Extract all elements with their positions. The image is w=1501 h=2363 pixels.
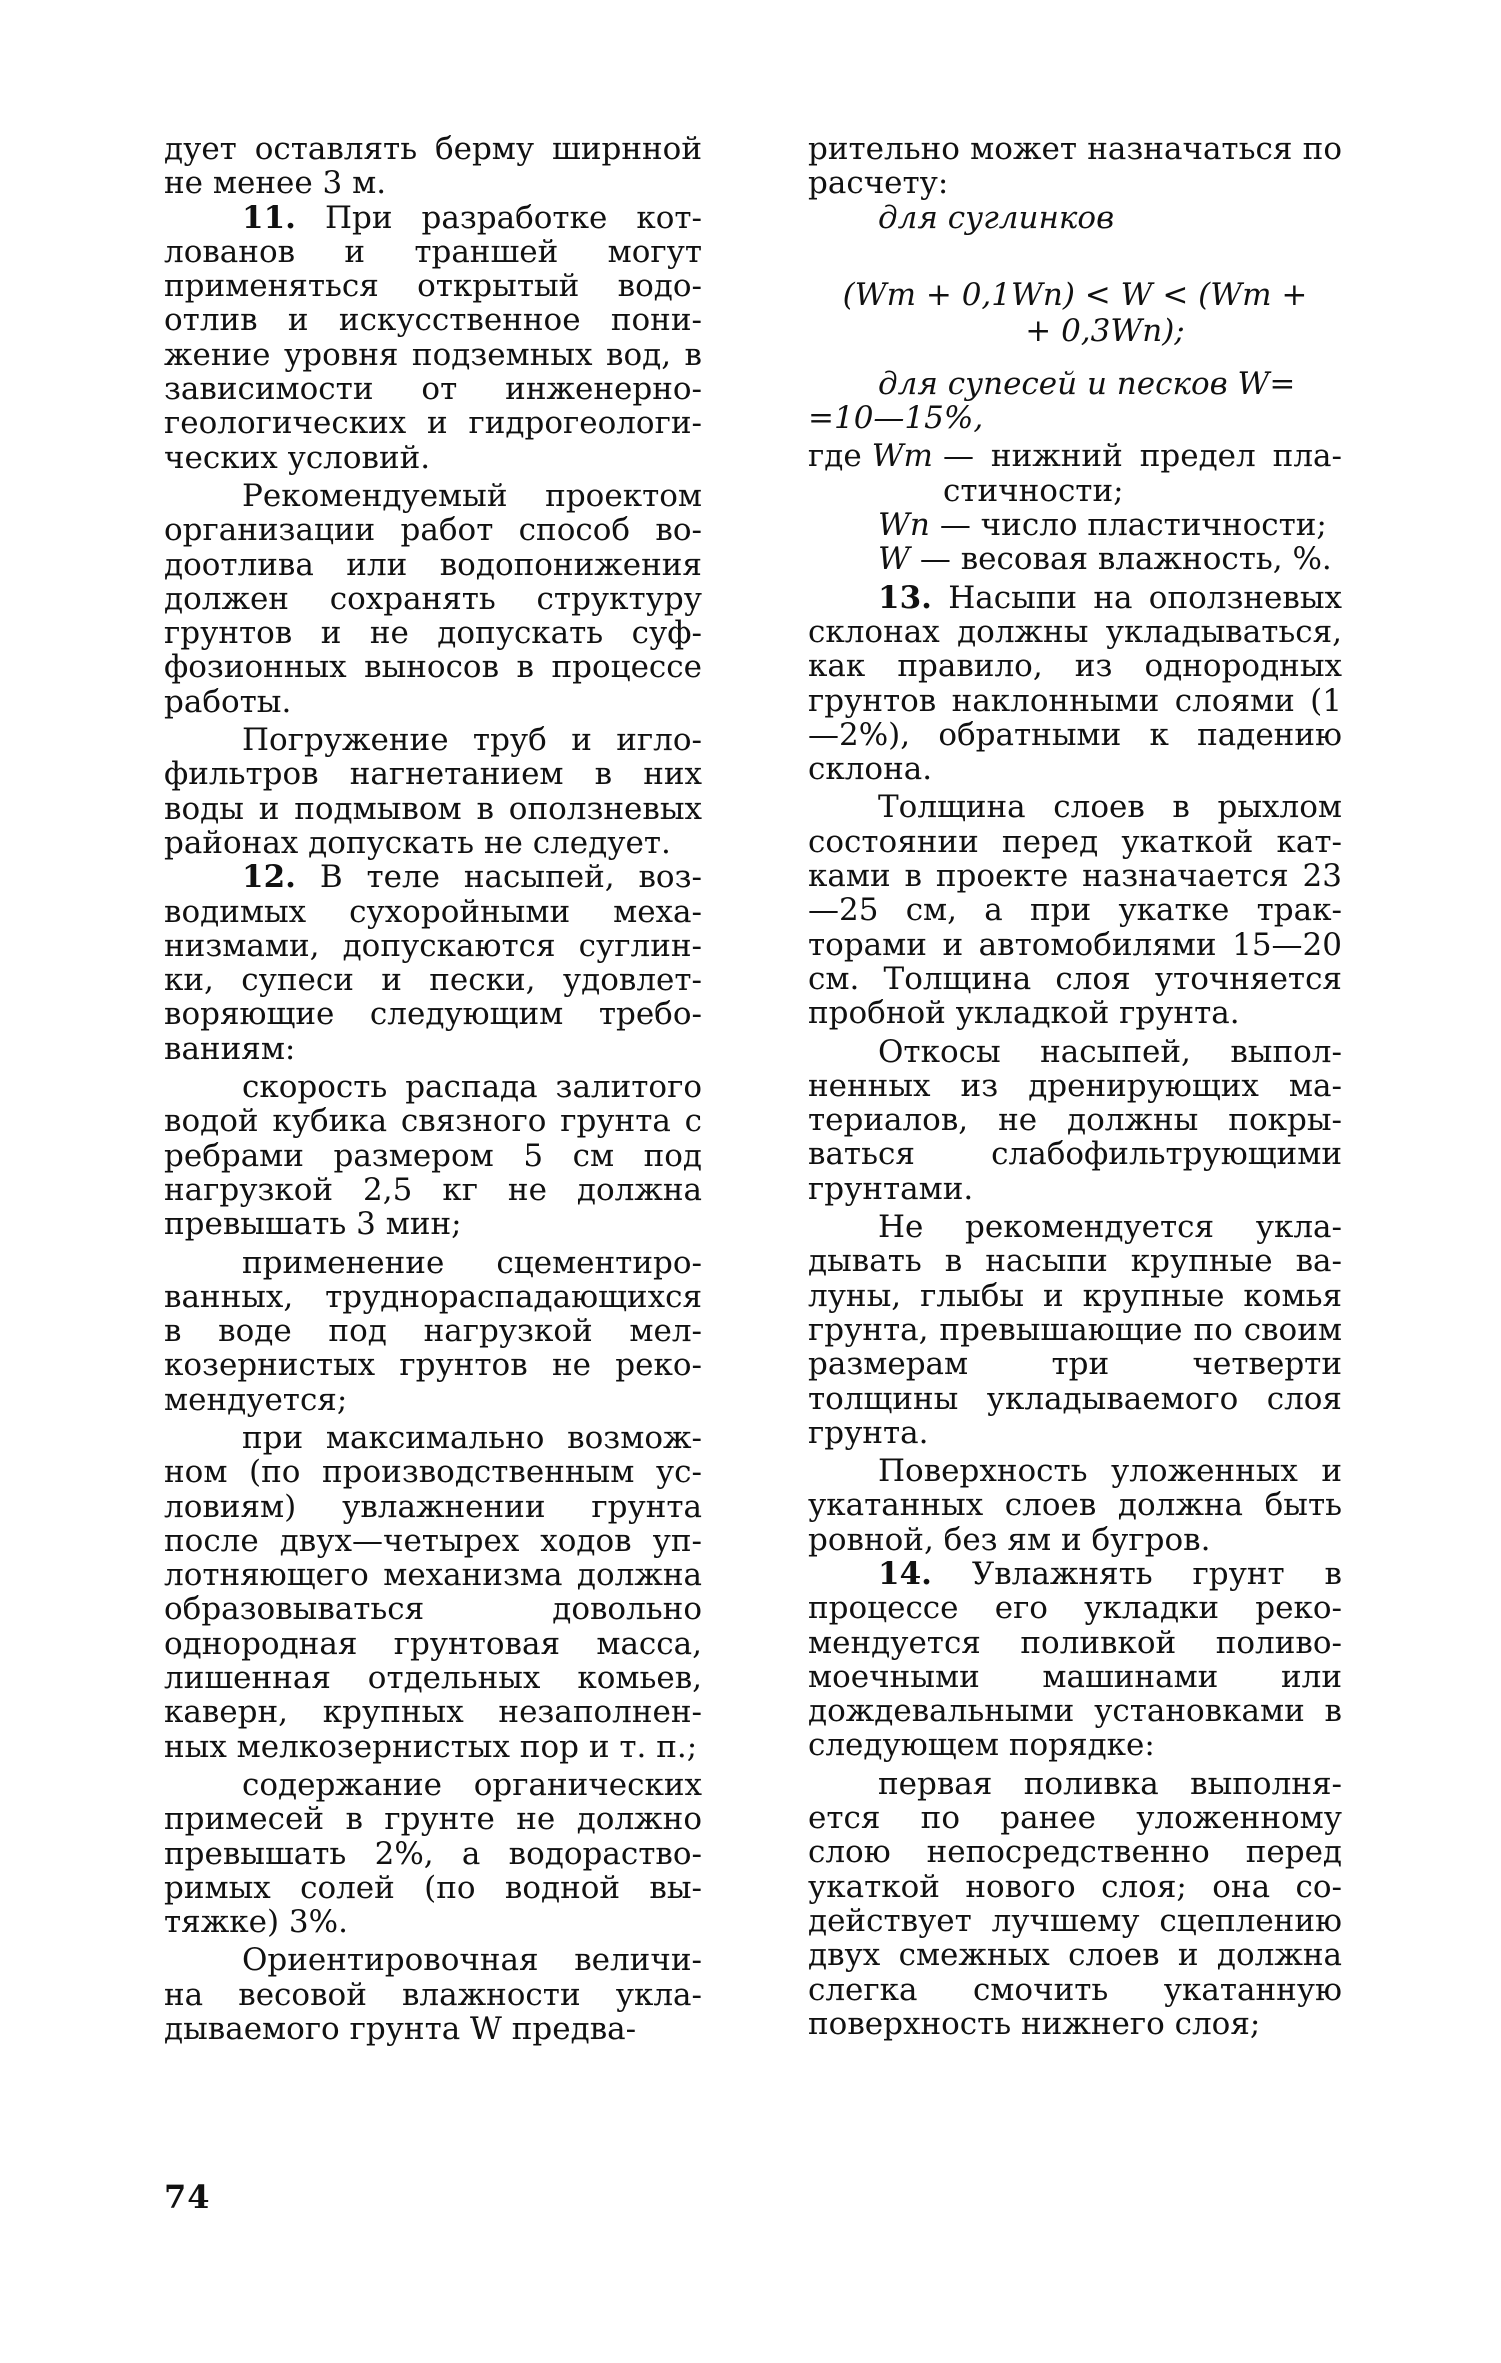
clause-number: 11.: [242, 199, 296, 236]
definition-w: [808, 542, 1342, 576]
definition-text: — весовая влажность, %.: [919, 541, 1332, 578]
requirement-moistening: [164, 1421, 702, 1764]
paragraph-text: Увлажнять грунт в процессе его укладки рекомендуется поливкой поливомоечными машинами или дождевальными установками в следующем порядке:: [808, 1555, 1342, 1764]
paragraph-boulders: Не рекомендуется укладывать в насыпи крупные валуны, глыбы и крупные комья грунта, превышающие по своим размерам три четверти толщины укладываемого слоя грунта.: [808, 1209, 1342, 1451]
definition-text: — число пластичности;: [939, 507, 1327, 544]
paragraph-text: При разработке котлованов и траншей могут применяться открытый водоотлив и искусственное понижение уровня подземных вод, в зависимости от инженерно-геологических и гидрогеологических условий.: [164, 199, 702, 476]
paragraph-pipe-immersion: [164, 723, 702, 860]
right-column: [808, 132, 1342, 2041]
symbol-w: W: [878, 541, 910, 578]
paragraph-text: В теле насыпей, возводимых сухоройными механизмами, допускаются суглинки, супеси и пески, удовлетворяющие следующим требованиям:: [164, 859, 702, 1067]
clause-number: 14.: [878, 1555, 932, 1592]
definition-wt: [808, 439, 1342, 508]
subheading-sandy-loams: для супесей и песков W=: [878, 365, 1296, 402]
paragraph-layer-thickness: Толщина слоев в рыхлом состоянии перед укаткой катками в проекте назначается 23—25 см, а при укатке тракторами и автомобилями 15—20 см. Толщина слоя уточняется пробной укладкой грунта.: [808, 789, 1342, 1032]
formula-line-1: (Wт + 0,1Wп) < W < (Wт +: [842, 276, 1308, 313]
definition-intro: где: [808, 438, 862, 475]
paragraph-drainage-method: [164, 479, 702, 719]
requirement-organic-content: [164, 1768, 702, 1939]
symbol-wt: Wт: [871, 438, 933, 475]
requirement-cemented-soils: [164, 1246, 702, 1417]
paragraph-12: [164, 860, 702, 1066]
left-column: [164, 132, 702, 2046]
subheading-loams: для суглинков: [878, 199, 1115, 236]
formula-line-2: + 0,3Wп);: [1025, 312, 1185, 349]
paragraph-14: [808, 1557, 1342, 1763]
paragraph-berm: [164, 132, 702, 201]
paragraph-text: Насыпи на оползневых склонах должны укладываться, как правило, из однородных грунтов наклонными слоями (1—2%), обратными к падению склона.: [808, 579, 1342, 788]
symbol-wp: Wп: [878, 507, 930, 544]
paragraph-text: Ориентировочная величина весовой влажности укладываемого грунта W предва-: [164, 1942, 702, 2048]
paragraph-text: скорость распада залитого водой кубика связного грунта с ребрами размером 5 см под нагрузкой 2,5 кг не должна превышать 3 мин;: [164, 1069, 702, 1243]
paragraph-text: Погружение труб и иглофильтров нагнетанием в них воды и подмывом в оползневых районах допускать не следует.: [164, 722, 702, 861]
paragraph-11: [164, 201, 702, 475]
requirement-cube-decay: [164, 1070, 702, 1241]
paragraph-calculation: рительно может назначаться по расчету:: [808, 131, 1342, 202]
paragraph-text: Рекомендуемый проектом организации работ способ водоотлива или водопонижения должен сохранять структуру грунтов и не допускать суффозионных выносов в процессе работы.: [164, 477, 702, 720]
clause-number: 12.: [242, 859, 296, 896]
moisture-formula: [808, 277, 1342, 349]
subheading-sandy-loams-cont: =10—15%,: [808, 400, 984, 437]
page-number: 74: [164, 2178, 211, 2216]
definition-text: — нижний предел пластичности;: [942, 438, 1342, 509]
paragraph-first-watering: первая поливка выполняется по ранее уложенному слою непосредственно перед укаткой нового слоя; она содействует лучшему сцеплению двух смежных слоев и должна слегка смочить укатанную поверхность нижнего слоя;: [808, 1765, 1342, 2042]
paragraph-text: содержание органических примесей в грунте не должно превышать 2%, а водорастворимых солей (по водной вытяжке) 3%.: [164, 1766, 702, 1941]
definition-wp: [808, 508, 1342, 542]
paragraph-weight-moisture: [164, 1943, 702, 2046]
paragraph-text: применение сцементированных, труднораспадающихся в воде под нагрузкой мелкозернистых грунтов не рекомендуется;: [164, 1244, 702, 1418]
clause-number: 13.: [878, 579, 932, 616]
paragraph-text: дует оставлять берму ширнной не менее 3 м.: [164, 131, 702, 202]
paragraph-13: [808, 581, 1342, 787]
paragraph-slopes: Откосы насыпей, выполненных из дренирующих материалов, не должны покрываться слабофильтрующими грунтами.: [808, 1033, 1342, 1207]
paragraph-text: при максимально возможном (по производственным условиям) увлажнении грунта после двух—четырех ходов уплотняющего механизма должна образовываться довольно однородная грунтовая масса, лишенная отдельных комьев, каверн, крупных незаполненных мелкозернистых пор и т. п.;: [164, 1419, 702, 1765]
paragraph-surface: Поверхность уложенных и укатанных слоев должна быть ровной, без ям и бугров.: [808, 1453, 1342, 1558]
